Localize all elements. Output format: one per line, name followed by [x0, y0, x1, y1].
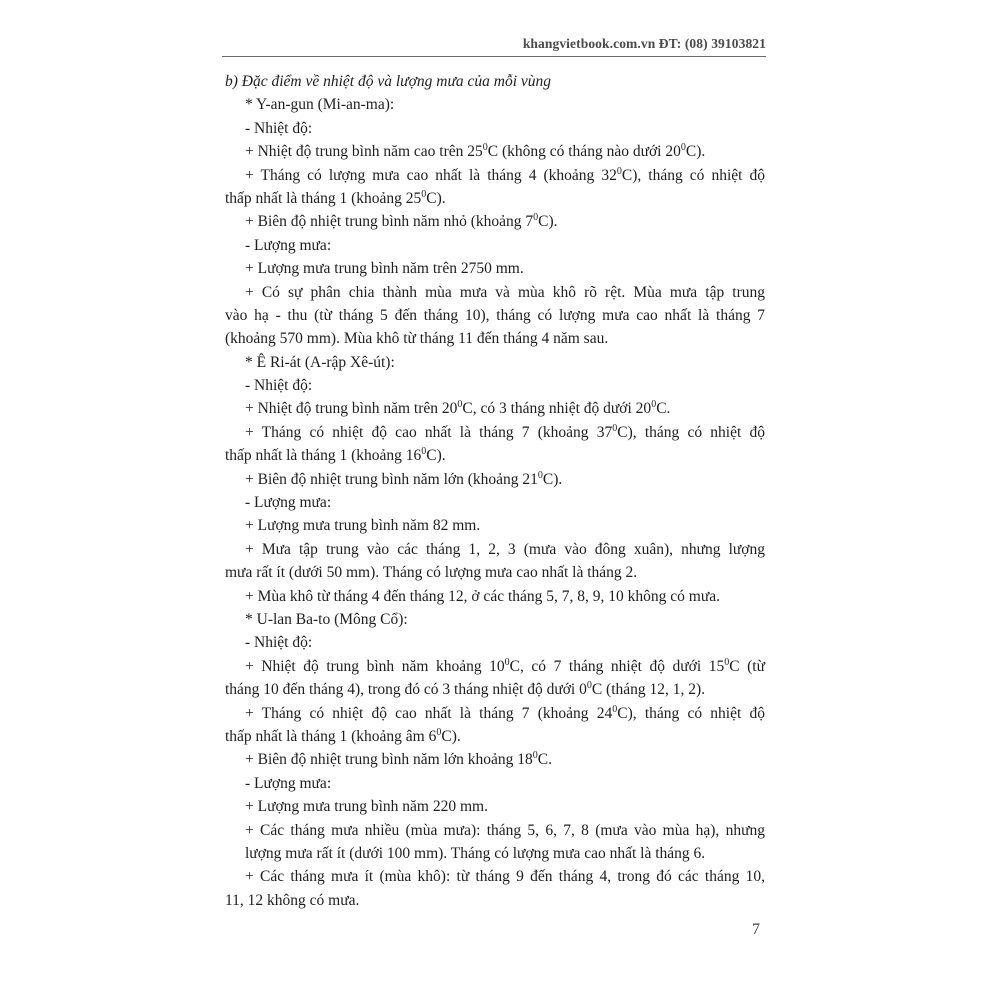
text-line	[225, 889, 765, 912]
text-run: + Biên độ nhiệt trung bình năm nhỏ (khoảng 7	[245, 213, 534, 231]
text-line	[225, 842, 765, 865]
text-line	[225, 865, 765, 888]
text-run: C (không có tháng nào dưới 20	[487, 143, 681, 161]
text-line	[225, 514, 765, 537]
degree-superscript: 0	[724, 656, 730, 668]
text-run: * Ê Ri-át (A-rập Xê-út):	[245, 353, 395, 371]
text-run: (khoảng 570 mm). Mùa khô từ tháng 11 đến tháng 4 năm sau.	[225, 330, 609, 348]
text-run: + Lượng mưa trung bình năm 220 mm.	[245, 798, 488, 816]
degree-superscript: 0	[533, 212, 539, 224]
text-line	[225, 421, 765, 444]
text-run: + Tháng có lượng mưa cao nhất là tháng 4 (khoảng 32	[245, 166, 617, 184]
text-run: thấp nhất là tháng 1 (khoảng âm 6	[225, 727, 437, 745]
text-line	[225, 327, 765, 350]
text-line	[225, 281, 765, 304]
degree-superscript: 0	[421, 446, 427, 458]
text-line	[225, 187, 765, 210]
text-line	[225, 397, 765, 420]
text-run: C.	[537, 751, 552, 769]
text-run: + Lượng mưa trung bình năm 82 mm.	[245, 517, 481, 535]
degree-superscript: 0	[457, 399, 463, 411]
text-run: C).	[538, 213, 558, 231]
text-run: C).	[426, 447, 446, 465]
text-line	[225, 117, 765, 140]
text-run: - Nhiệt độ:	[245, 119, 313, 137]
text-run: - Lượng mưa:	[245, 774, 332, 792]
text-run: + Các tháng mưa ít (mùa khô): từ tháng 9 đến tháng 4, trong đó các tháng 10,	[245, 868, 765, 886]
text-line	[225, 678, 765, 701]
text-line	[225, 702, 765, 725]
text-line	[225, 140, 765, 163]
text-line	[225, 585, 765, 608]
text-run: C), tháng có nhiệt độ	[617, 704, 766, 722]
text-line	[225, 164, 765, 187]
text-line	[225, 631, 765, 654]
text-line	[225, 444, 765, 467]
text-line	[225, 655, 765, 678]
text-line	[225, 561, 765, 584]
text-run: 11, 12 không có mưa.	[225, 891, 360, 909]
text-line	[225, 819, 765, 842]
text-run: + Tháng có nhiệt độ cao nhất là tháng 7 (khoảng 24	[245, 704, 613, 722]
text-run: + Tháng có nhiệt độ cao nhất là tháng 7 (khoảng 37	[245, 423, 613, 441]
text-line	[225, 210, 765, 233]
header-rule	[222, 56, 766, 57]
degree-superscript: 0	[482, 142, 488, 154]
text-run: C).	[542, 470, 563, 488]
text-run: thấp nhất là tháng 1 (khoảng 16	[225, 447, 422, 465]
degree-superscript: 0	[421, 188, 427, 200]
text-run: - Nhiệt độ:	[245, 377, 313, 395]
degree-superscript: 0	[651, 399, 657, 411]
text-run: + Nhiệt độ trung bình năm cao trên 25	[245, 143, 483, 161]
text-run: C).	[685, 143, 706, 161]
text-run: lượng mưa rất ít (dưới 100 mm). Tháng có lượng mưa cao nhất là tháng 6.	[245, 844, 706, 862]
text-line	[225, 257, 765, 280]
text-line	[225, 93, 765, 116]
text-run: + Các tháng mưa nhiều (mùa mưa): tháng 5, 6, 7, 8 (mưa vào mùa hạ), nhưng	[245, 821, 765, 839]
text-run: C, có 7 tháng nhiệt độ dưới 15	[509, 657, 725, 675]
text-line	[225, 468, 765, 491]
text-line	[225, 748, 765, 771]
text-line	[225, 351, 765, 374]
text-run: - Lượng mưa:	[245, 236, 332, 254]
degree-superscript: 0	[436, 726, 442, 738]
text-run: + Nhiệt độ trung bình năm trên 20	[245, 400, 458, 418]
text-line	[225, 538, 765, 561]
text-run: + Mưa tập trung vào các tháng 1, 2, 3 (mưa vào đông xuân), nhưng lượng	[245, 540, 765, 558]
text-run: C, có 3 tháng nhiệt độ dưới 20	[462, 400, 652, 418]
text-run: - Lượng mưa:	[245, 494, 332, 512]
text-run: thấp nhất là tháng 1 (khoảng 25	[225, 189, 422, 207]
text-run: * Y-an-gun (Mi-an-ma):	[245, 96, 395, 114]
section-heading	[225, 70, 765, 93]
text-run: C (tháng 12, 1, 2).	[591, 681, 706, 699]
degree-superscript: 0	[586, 680, 592, 692]
page-number: 7	[752, 921, 760, 938]
text-run: + Biên độ nhiệt trung bình năm lớn (khoảng 21	[245, 470, 538, 488]
text-line	[225, 608, 765, 631]
text-run: + Nhiệt độ trung bình năm khoảng 10	[245, 657, 505, 675]
text-line	[225, 234, 765, 257]
text-run: vào hạ - thu (từ tháng 5 đến tháng 10), tháng có lượng mưa cao nhất là tháng 7	[225, 306, 765, 324]
text-run: tháng 10 đến tháng 4), trong đó có 3 tháng nhiệt độ dưới 0	[225, 681, 587, 699]
text-run: + Có sự phân chia thành mùa mưa và mùa khô rõ rệt. Mùa mưa tập trung	[245, 283, 765, 301]
text-run: C (từ	[729, 657, 765, 675]
text-line	[225, 725, 765, 748]
text-line	[225, 772, 765, 795]
degree-superscript: 0	[532, 750, 538, 762]
degree-superscript: 0	[612, 422, 618, 434]
degree-superscript: 0	[537, 469, 543, 481]
body-text	[225, 70, 765, 912]
text-run: + Biên độ nhiệt trung bình năm lớn khoảng 18	[245, 751, 533, 769]
text-run: b) Đặc điểm về nhiệt độ và lượng mưa của mỗi vùng	[225, 73, 552, 90]
degree-superscript: 0	[504, 656, 510, 668]
text-run: + Mùa khô từ tháng 4 đến tháng 12, ở các tháng 5, 7, 8, 9, 10 không có mưa.	[245, 587, 720, 605]
text-line	[225, 304, 765, 327]
text-run: C).	[426, 189, 446, 207]
text-run: * U-lan Ba-to (Mông Cổ):	[245, 610, 408, 628]
text-line	[225, 795, 765, 818]
text-run: + Lượng mưa trung bình năm trên 2750 mm.	[245, 260, 524, 278]
text-line	[225, 491, 765, 514]
text-run: mưa rất ít (dưới 50 mm). Tháng có lượng mưa cao nhất là tháng 2.	[225, 564, 638, 582]
text-line	[225, 374, 765, 397]
degree-superscript: 0	[612, 703, 618, 715]
text-run: C.	[656, 400, 671, 418]
text-run: C).	[441, 727, 461, 745]
text-run: - Nhiệt độ:	[245, 634, 313, 652]
text-run: C), tháng có nhiệt độ	[621, 166, 765, 184]
degree-superscript: 0	[680, 142, 686, 154]
page-header: khangvietbook.com.vn ĐT: (08) 39103821	[522, 36, 766, 51]
degree-superscript: 0	[616, 165, 622, 177]
text-run: C), tháng có nhiệt độ	[617, 423, 766, 441]
